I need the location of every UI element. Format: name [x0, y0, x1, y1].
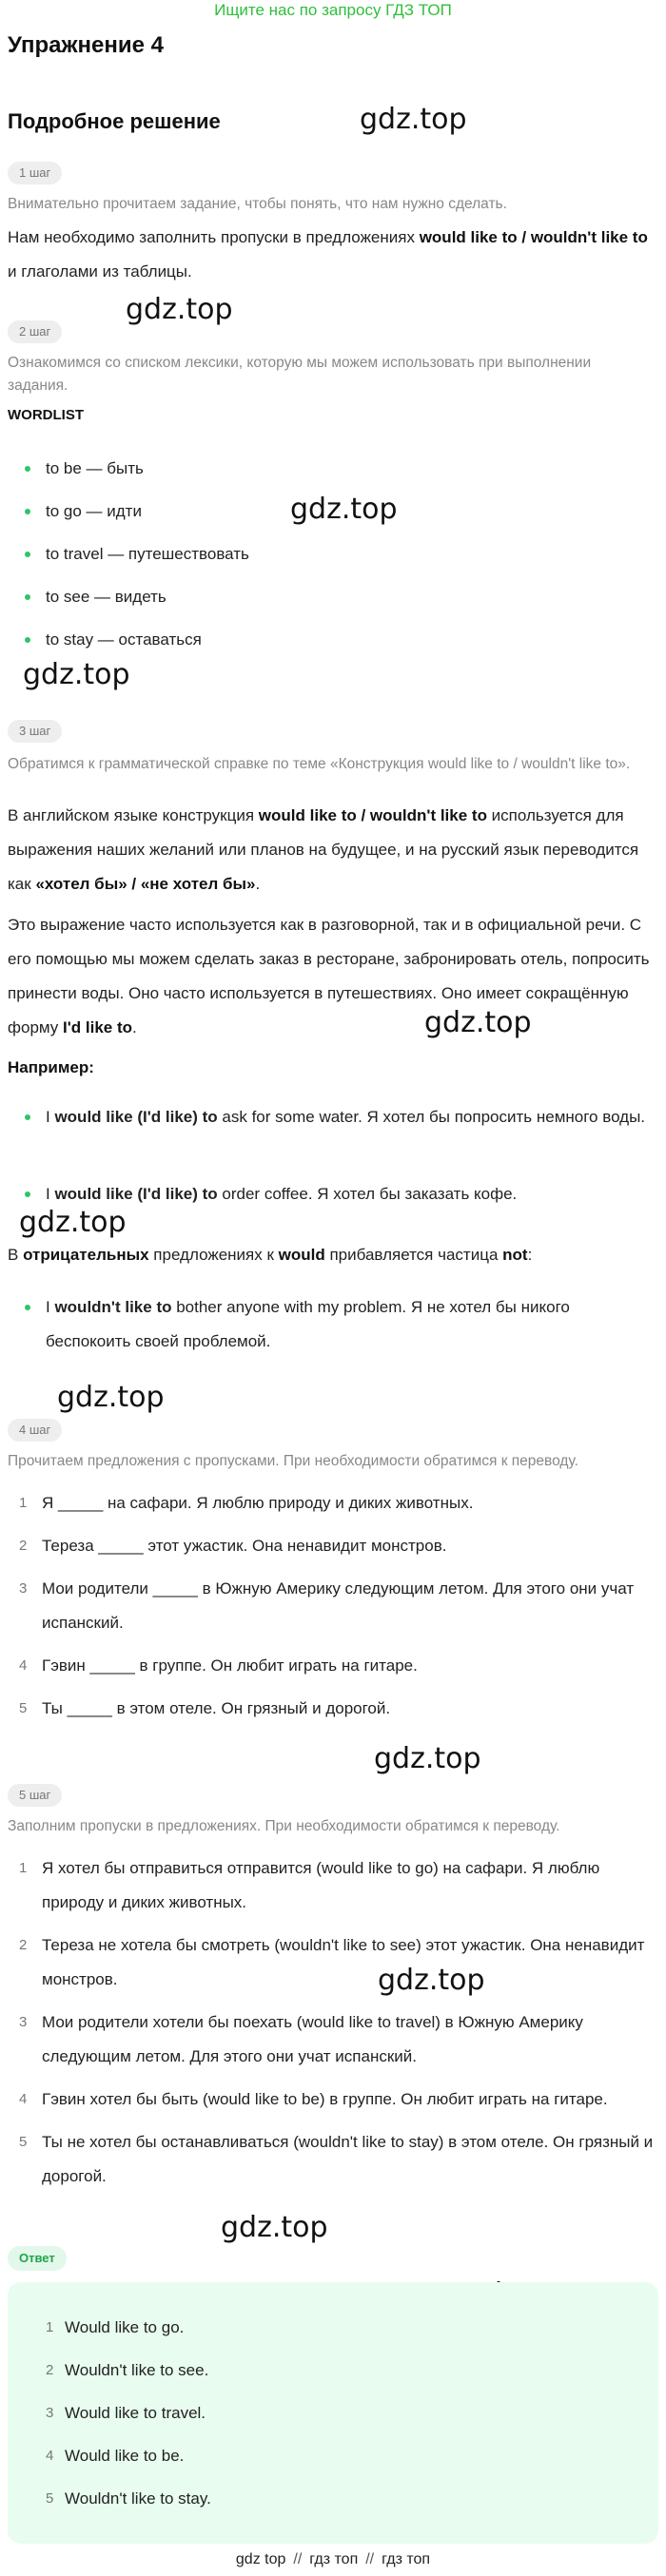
item-number: 1: [46, 2319, 54, 2335]
watermark: gdz.top: [23, 658, 130, 691]
step-badge: 4 шаг: [8, 1419, 62, 1442]
item-number: 2: [19, 1937, 28, 1953]
list-item: Мои родители _____ в Южную Америку следующим летом. Для этого они учат испанский.: [42, 1579, 635, 1632]
bullet-icon: [25, 552, 30, 557]
list-item: Ты не хотел бы останавливаться (wouldn't like to stay) в этом отеле. Он грязный и дорогой.: [42, 2133, 654, 2185]
bullet-icon: [25, 637, 30, 643]
word-item: to be — быть: [46, 459, 144, 477]
step-hint: Внимательно прочитаем задание, чтобы понять, что нам нужно сделать.: [8, 196, 507, 212]
footer-links: [0, 2551, 666, 2568]
step-hint: Ознакомимся со списком лексики, которую мы можем использовать при выполнении задания.: [8, 355, 592, 394]
step-hint: Прочитаем предложения с пропусками. При необходимости обратимся к переводу.: [8, 1453, 578, 1469]
item-number: 1: [19, 1860, 28, 1876]
watermark: gdz.top: [126, 293, 233, 326]
item-number: 3: [46, 2405, 54, 2421]
step-badge: 3 шаг: [8, 720, 62, 743]
wordlist-title: WORDLIST: [8, 407, 84, 423]
answer-item: Wouldn't like to stay.: [65, 2489, 211, 2508]
bullet-icon: [25, 509, 30, 514]
watermark: gdz.top: [424, 1006, 532, 1039]
item-number: 5: [19, 1700, 28, 1716]
example-item: I would like (I'd like) to ask for some water. Я хотел бы попросить немного воды.: [46, 1108, 646, 1126]
word-item: to go — идти: [46, 502, 142, 520]
watermark: gdz.top: [290, 493, 398, 526]
bullet-icon: [25, 594, 30, 600]
footer-separator: //: [365, 2551, 375, 2567]
example-item: I wouldn't like to bother anyone with my problem. Я не хотел бы никого беспокоить своей проблемой.: [46, 1298, 570, 1350]
word-item: to see — видеть: [46, 588, 166, 606]
step-badge: 1 шаг: [8, 162, 62, 184]
word-item: to travel — путешествовать: [46, 545, 249, 563]
list-item: Я хотел бы отправиться отправится (would like to go) на сафари. Я люблю природу и диких животных.: [42, 1859, 600, 1911]
item-number: 1: [19, 1495, 28, 1511]
list-item: Гэвин хотел бы быть (would like to be) в группе. Он любит играть на гитаре.: [42, 2090, 608, 2108]
example-item: I would like (I'd like) to order coffee. Я хотел бы заказать кофе.: [46, 1185, 518, 1203]
watermark: gdz.top: [374, 1742, 481, 1775]
footer-separator: //: [293, 2551, 303, 2567]
step-hint: Обратимся к грамматической справке по теме «Конструкция would like to / wouldn't like to».: [8, 756, 631, 772]
paragraph: В отрицательных предложениях к would прибавляется частица not:: [8, 1246, 533, 1264]
list-item: Мои родители хотели бы поехать (would like to travel) в Южную Америку следующим летом. Для этого они учат испанский.: [42, 2013, 583, 2065]
watermark: gdz.top: [19, 1206, 127, 1239]
item-number: 4: [19, 1657, 28, 1674]
step1-text: Нам необходимо заполнить пропуски в предложениях would like to / wouldn't like to и глаголами из таблицы.: [8, 228, 648, 281]
watermark: gdz.top: [378, 1964, 485, 1997]
answer-item: Wouldn't like to see.: [65, 2361, 209, 2379]
footer-link-gdz-top-ru-2[interactable]: гдз топ: [382, 2551, 431, 2567]
answer-item: Would like to be.: [65, 2447, 185, 2465]
step-badge: 2 шаг: [8, 320, 62, 343]
watermark: gdz.top: [221, 2211, 328, 2244]
step-badge: 5 шаг: [8, 1784, 62, 1807]
footer-link-gdz-top-ru[interactable]: гдз топ: [309, 2551, 359, 2567]
item-number: 2: [19, 1538, 28, 1554]
answer-item: Would like to travel.: [65, 2404, 206, 2422]
step-hint: Заполним пропуски в предложениях. При необходимости обратимся к переводу.: [8, 1818, 560, 1834]
section-title: Подробное решение: [8, 109, 221, 133]
bullet-icon: [25, 1114, 30, 1120]
word-item: to stay — оставаться: [46, 630, 202, 649]
bullet-icon: [25, 1305, 30, 1310]
list-item: Гэвин _____ в группе. Он любит играть на гитаре.: [42, 1656, 418, 1675]
item-number: 3: [19, 2014, 28, 2030]
watermark: gdz.top: [57, 1381, 165, 1414]
paragraph: Это выражение часто используется как в разговорной, так и в официальной речи. С его помощью мы можем сделать заказ в ресторане, забронировать отель, попросить принести воды. Оно часто используется в путешествиях. Оно имеет сокращённую форму I'd like to.: [8, 916, 650, 1036]
page-title: Упражнение 4: [8, 32, 164, 58]
watermark: gdz.top: [360, 103, 467, 136]
answer-item: Would like to go.: [65, 2318, 185, 2336]
item-number: 2: [46, 2362, 54, 2378]
list-item: Я _____ на сафари. Я люблю природу и диких животных.: [42, 1494, 474, 1512]
answer-badge: Ответ: [8, 2246, 67, 2271]
footer-link-gdz-top[interactable]: gdz top: [235, 2551, 286, 2567]
item-number: 5: [46, 2490, 54, 2507]
list-item: Ты _____ в этом отеле. Он грязный и дорогой.: [42, 1699, 391, 1717]
bullet-icon: [25, 466, 30, 472]
item-number: 4: [46, 2448, 54, 2464]
bullet-icon: [25, 1191, 30, 1197]
item-number: 5: [19, 2134, 28, 2150]
item-number: 3: [19, 1580, 28, 1597]
list-item: Тереза не хотела бы смотреть (wouldn't like to see) этот ужастик. Она ненавидит монстров.: [42, 1936, 645, 1988]
paragraph: В английском языке конструкция would like to / wouldn't like to используется для выражения наших желаний или планов на будущее, и на русский язык переводится как «хотел бы» / «не хотел бы».: [8, 806, 639, 893]
example-title: Например:: [8, 1058, 94, 1076]
item-number: 4: [19, 2091, 28, 2107]
list-item: Тереза _____ этот ужастик. Она ненавидит монстров.: [42, 1537, 447, 1555]
top-banner[interactable]: Ищите нас по запросу ГДЗ ТОП: [214, 1, 452, 19]
